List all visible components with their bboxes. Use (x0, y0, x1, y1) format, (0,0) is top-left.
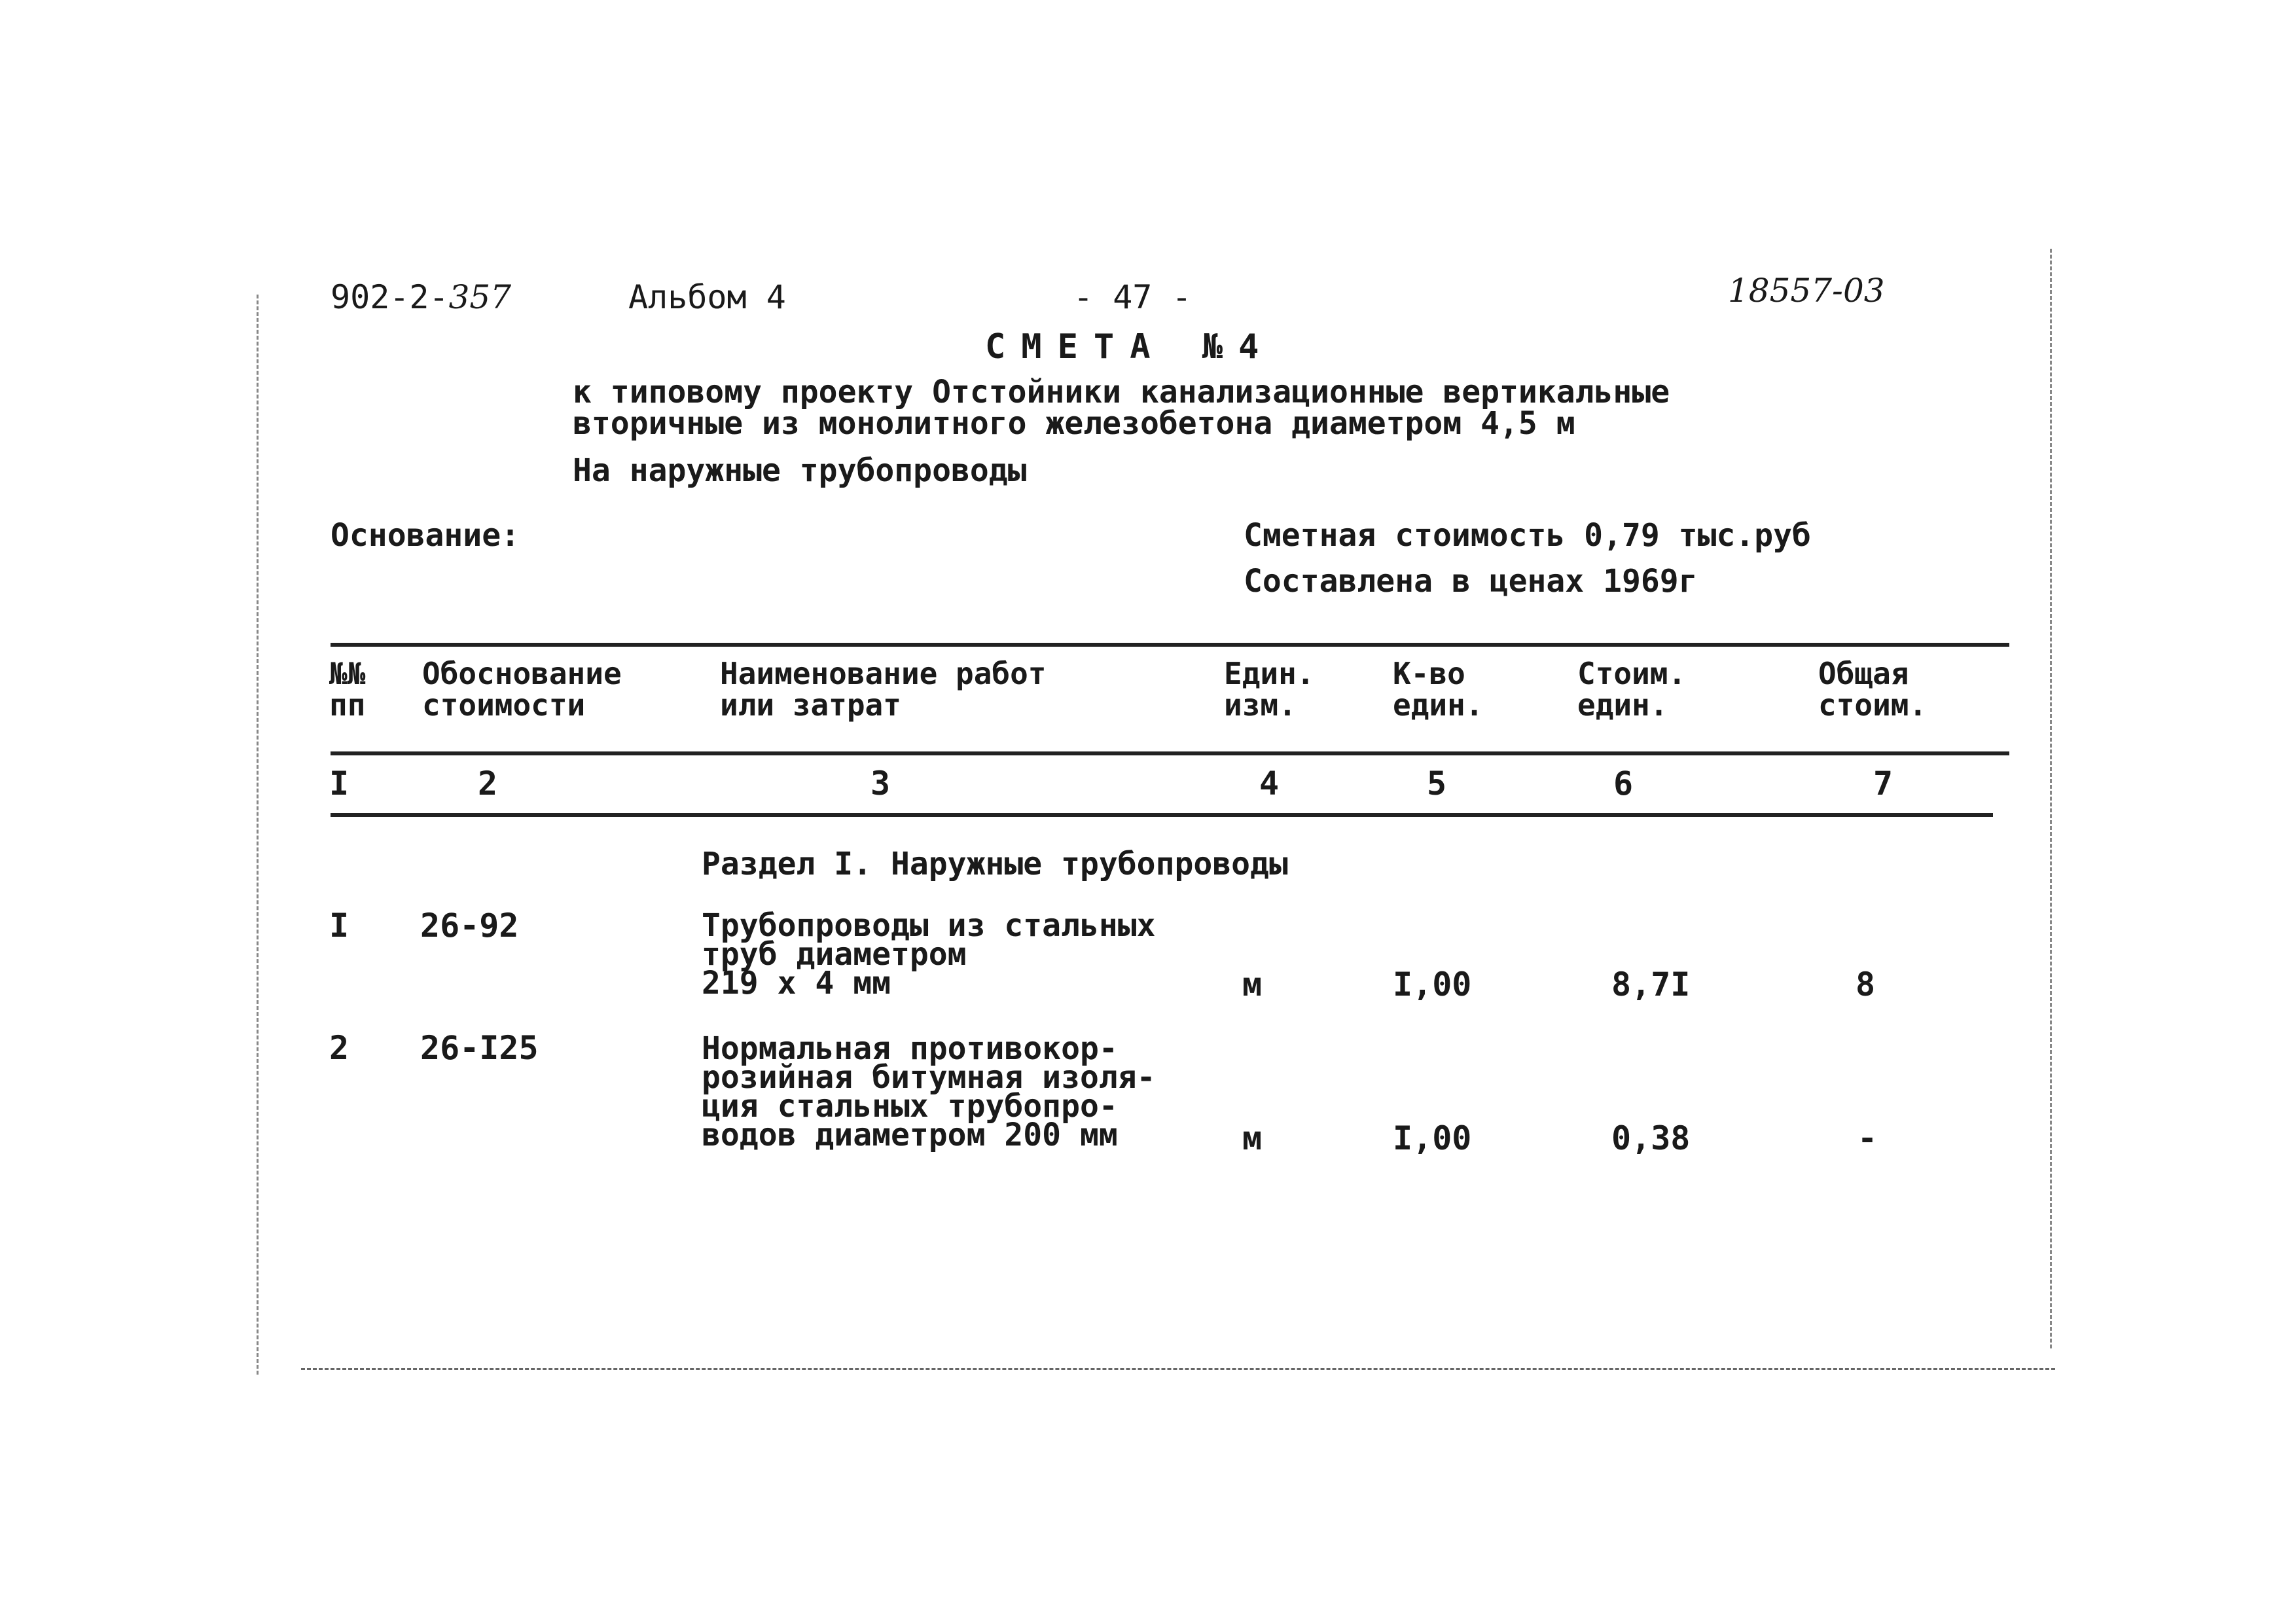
row-number: 2 (329, 1029, 350, 1067)
bottom-frame-line (301, 1368, 2055, 1370)
header-col-3: Наименование работ или затрат (720, 656, 1047, 723)
column-number-6: 6 (1613, 765, 1634, 803)
header-col-1: №№ пп (329, 656, 366, 723)
price-basis: Составлена в ценах 1969г (1244, 563, 1698, 600)
column-number-3: 3 (870, 765, 891, 803)
column-number-1: I (329, 765, 350, 803)
left-frame-line (257, 295, 259, 1375)
right-frame-line (2050, 249, 2052, 1348)
header-col-7: Общая стоим. (1818, 656, 1928, 723)
subtitle-line-2: вторичные из монолитного железобетона диаметром 4,5 м (573, 405, 1575, 442)
row-unit: м (1242, 1119, 1263, 1157)
column-number-5: 5 (1427, 765, 1447, 803)
header-col-5: К-во един. (1393, 656, 1484, 723)
subtitle-line-3: На наружные трубопроводы (573, 452, 1027, 489)
table-top-rule (331, 643, 2009, 647)
document-code-handwritten: 357 (448, 278, 512, 316)
row-total-cost: 8 (1856, 965, 1876, 1003)
estimated-cost: Сметная стоимость 0,79 тыс.руб (1244, 517, 1811, 554)
header-col-2: Обоснование стоимости (422, 656, 622, 723)
row-number: I (329, 907, 350, 945)
subtitle-line-1: к типовому проекту Отстойники канализационные вертикальные (573, 374, 1670, 410)
document-code (331, 278, 511, 316)
column-number-4: 4 (1259, 765, 1280, 803)
row-unit-cost: 0,38 (1611, 1119, 1691, 1157)
column-number-7: 7 (1873, 765, 1893, 803)
row-code: 26-92 (420, 907, 519, 945)
header-col-6: Стоим. един. (1577, 656, 1687, 723)
row-work-name: Нормальная противокор- розийная битумная изоля- ция стальных трубопро- водов диаметром 200 мм (702, 1030, 1156, 1153)
album-label: Альбом 4 (628, 278, 786, 316)
table-colnum-rule (331, 813, 1993, 817)
row-work-name: Трубопроводы из стальных труб диаметром 219 x 4 мм (702, 907, 1156, 1001)
page-number: - 47 - (1073, 278, 1192, 316)
row-unit-cost: 8,7I (1611, 965, 1691, 1003)
row-unit: м (1242, 965, 1263, 1003)
column-number-2: 2 (478, 765, 498, 803)
document-code-prefix: 902-2- (331, 278, 449, 316)
inventory-number: 18557-03 (1728, 272, 1885, 310)
section-title: Раздел I. Наружные трубопроводы (702, 846, 1288, 882)
header-col-4: Един. изм. (1224, 656, 1315, 723)
row-quantity: I,00 (1393, 965, 1472, 1003)
table-header-rule (331, 751, 2009, 755)
basis-label: Основание: (331, 517, 520, 554)
page-title: СМЕТА №4 (985, 327, 1275, 367)
row-total-cost: - (1857, 1119, 1878, 1157)
row-code: 26-I25 (420, 1029, 539, 1067)
row-quantity: I,00 (1393, 1119, 1472, 1157)
